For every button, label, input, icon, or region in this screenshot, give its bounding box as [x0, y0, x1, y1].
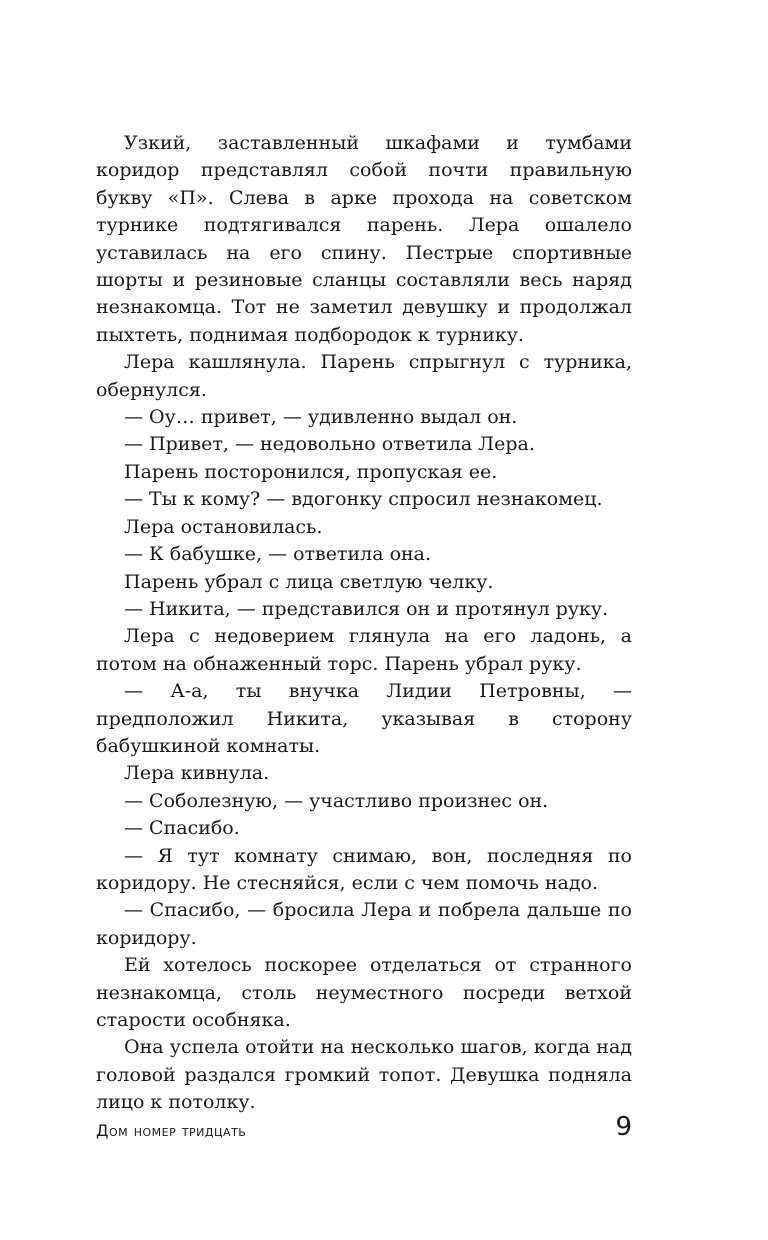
paragraph: — Привет, — недовольно ответила Лера. — [124, 433, 535, 456]
paragraph: Парень убрал с лица светлую челку. — [124, 570, 494, 593]
paragraph: — Соболезную, — участливо произнес он. — [124, 789, 549, 812]
page-number: 9 — [615, 1112, 632, 1142]
paragraph: — Никита, — представился он и протянул руку. — [124, 597, 609, 620]
paragraph: — К бабушке, — ответила она. — [124, 543, 432, 566]
paragraph: Парень посторонился, пропуская ее. — [124, 460, 498, 483]
paragraph: — А-а, ты внучка Лидии Петровны, — предположил Никита, указывая в сторону бабушкиной комнаты. — [96, 680, 632, 757]
paragraph: — Спасибо. — [124, 817, 240, 840]
paragraph: Лера с недоверием глянула на его ладонь, а потом на обнаженный торс. Парень убрал руку. — [96, 625, 632, 675]
body-text — [96, 130, 632, 1117]
paragraph: — Я тут комнату снимаю, вон, последняя по коридору. Не стесняйся, если с чем помочь надо. — [96, 844, 632, 894]
paragraph: Узкий, заставленный шкафами и тумбами коридор представлял собой почти правильную букву «П». Слева в арке прохода на советском турнике подтягивался парень. Лера ошалело уставилась на его спину. Пестрые спортивные шорты и резиновые сланцы составляли весь наряд незнакомца. Тот не заметил девушку и продолжал пыхтеть, поднимая подбородок к турнику. — [96, 132, 632, 346]
running-title — [96, 1121, 246, 1140]
paragraph: — Ты к кому? — вдогонку спросил незнакомец. — [124, 488, 603, 511]
paragraph: Лера кивнула. — [124, 762, 270, 785]
paragraph: Лера кашлянула. Парень спрыгнул с турника, обернулся. — [96, 351, 632, 401]
paragraph: — Оу… привет, — удивленно выдал он. — [124, 406, 518, 429]
paragraph: Она успела отойти на несколько шагов, когда над головой раздался громкий топот. Девушка подняла лицо к потолку. — [96, 1036, 632, 1114]
paragraph: Лера остановилась. — [124, 515, 323, 538]
running-title-text: Дом номер тридцать — [96, 1121, 247, 1140]
paragraph: Ей хотелось поскорее отделаться от странного незнакомца, столь неуместного посреди ветхой старости особняка. — [96, 954, 632, 1031]
page-footer — [96, 1100, 632, 1140]
paragraph: — Спасибо, — бросила Лера и побрела дальше по коридору. — [96, 899, 632, 949]
